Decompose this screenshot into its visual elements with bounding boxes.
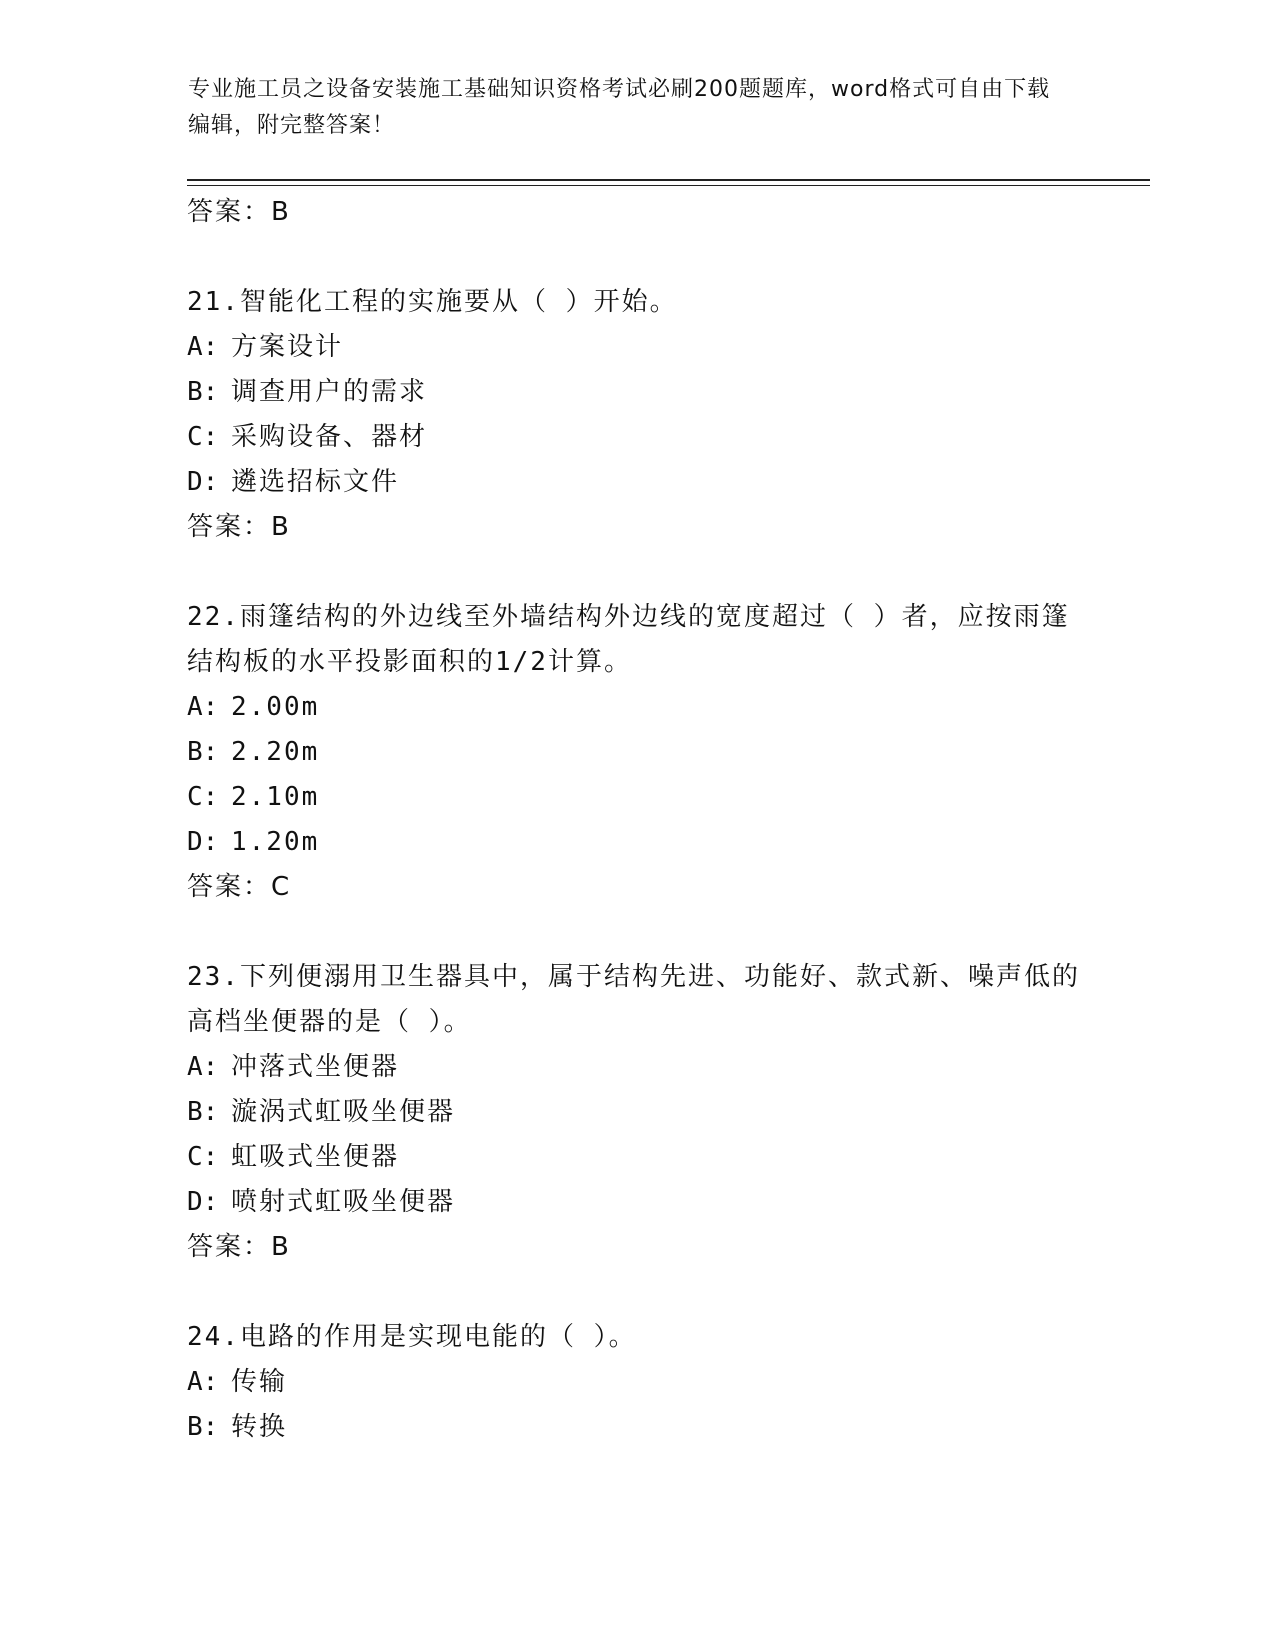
option-text: 2.00m xyxy=(231,692,320,722)
option-a xyxy=(187,685,1087,730)
option-key: B: xyxy=(187,377,219,407)
option-b xyxy=(187,730,1087,775)
question-text: 21.智能化工程的实施要从（ ）开始。 xyxy=(187,287,678,317)
option-key: B: xyxy=(187,1097,219,1127)
answer-line xyxy=(187,865,1087,909)
option-text: 2.10m xyxy=(231,782,320,812)
question-block xyxy=(187,1315,1087,1450)
option-c xyxy=(187,1135,1087,1180)
option-key: A: xyxy=(187,692,219,722)
option-text: 转换 xyxy=(231,1412,288,1442)
question-text: 22.雨篷结构的外边线至外墙结构外边线的宽度超过（ ）者，应按雨篷结构板的水平投影面积的1/2计算。 xyxy=(187,602,1070,677)
option-key: D: xyxy=(187,467,219,497)
question-block xyxy=(187,955,1087,1269)
question-number: 21. xyxy=(187,287,240,317)
option-d xyxy=(187,1180,1087,1225)
answer-value: B xyxy=(271,512,289,542)
question-text: 23.下列便溺用卫生器具中，属于结构先进、功能好、款式新、噪声低的高档坐便器的是（ ）。 xyxy=(187,962,1080,1037)
option-d xyxy=(187,460,1087,505)
answer-value: B xyxy=(271,1232,289,1262)
option-c xyxy=(187,415,1087,460)
option-d xyxy=(187,820,1087,865)
option-text: 1.20m xyxy=(231,827,320,857)
option-text: 采购设备、器材 xyxy=(231,422,428,452)
option-b xyxy=(187,370,1087,415)
question-block xyxy=(187,280,1087,549)
question-block xyxy=(187,595,1087,909)
option-key: B: xyxy=(187,1412,219,1442)
option-text: 喷射式虹吸坐便器 xyxy=(231,1187,456,1217)
answer-line xyxy=(187,505,1087,549)
option-key: C: xyxy=(187,422,219,452)
answer-label: 答案： xyxy=(187,1232,272,1262)
answer-value: C xyxy=(271,872,290,902)
question-number: 24. xyxy=(187,1322,240,1352)
answer-line xyxy=(187,1225,1087,1269)
option-text: 2.20m xyxy=(231,737,320,767)
option-text: 调查用户的需求 xyxy=(231,377,428,407)
option-a xyxy=(187,1045,1087,1090)
option-text: 虹吸式坐便器 xyxy=(231,1142,400,1172)
option-key: C: xyxy=(187,1142,219,1172)
answer-line xyxy=(187,190,1087,234)
option-key: A: xyxy=(187,332,219,362)
option-key: B: xyxy=(187,737,219,767)
answer-label: 答案： xyxy=(187,512,272,542)
option-c xyxy=(187,775,1087,820)
page-header: 专业施工员之设备安装施工基础知识资格考试必刷200题题库，word格式可自由下载编辑，附完整答案！ xyxy=(188,77,1051,138)
question-number: 23. xyxy=(187,962,240,992)
question-list xyxy=(187,190,1087,1450)
option-text: 遴选招标文件 xyxy=(231,467,400,497)
option-key: D: xyxy=(187,1187,219,1217)
option-b xyxy=(187,1405,1087,1450)
option-text: 冲落式坐便器 xyxy=(231,1052,400,1082)
header-divider-thick xyxy=(187,179,1150,181)
answer-label: 答案： xyxy=(187,197,272,227)
option-key: D: xyxy=(187,827,219,857)
question-text: 24.电路的作用是实现电能的（ ）。 xyxy=(187,1322,637,1352)
option-b xyxy=(187,1090,1087,1135)
option-text: 传输 xyxy=(231,1367,288,1397)
answer-label: 答案： xyxy=(187,872,272,902)
option-key: A: xyxy=(187,1052,219,1082)
option-a xyxy=(187,325,1087,370)
option-text: 方案设计 xyxy=(231,332,344,362)
option-text: 漩涡式虹吸坐便器 xyxy=(231,1097,456,1127)
question-number: 22. xyxy=(187,602,240,632)
option-a xyxy=(187,1360,1087,1405)
option-key: C: xyxy=(187,782,219,812)
option-key: A: xyxy=(187,1367,219,1397)
header-divider-thin xyxy=(187,185,1150,186)
answer-value: B xyxy=(271,197,289,227)
